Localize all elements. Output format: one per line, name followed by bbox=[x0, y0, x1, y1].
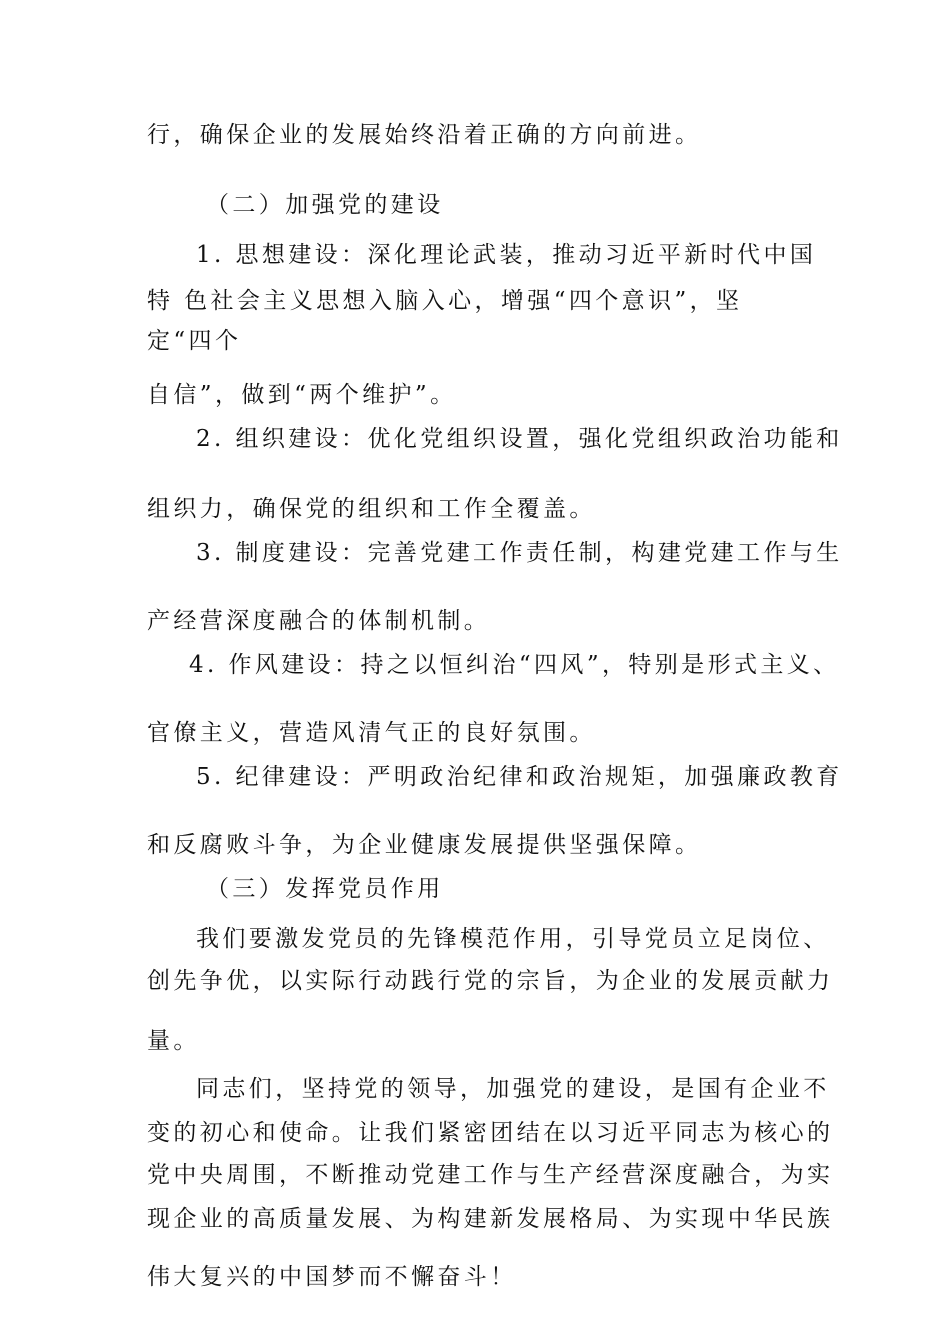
section-heading-2: （二）加强党的建设 bbox=[206, 192, 444, 218]
paragraph-members-line-1: 我们要激发党员的先锋模范作用，引导党员立足岗位、 bbox=[196, 926, 830, 952]
list-item-4-line-1: 4. 作风建设：持之以恒纠治“四风”，特别是形式主义、 bbox=[189, 652, 840, 678]
list-item-4-line-2: 官僚主义，营造风清气正的良好氛围。 bbox=[147, 720, 596, 746]
list-item-2-line-2: 组织力，确保党的组织和工作全覆盖。 bbox=[147, 496, 596, 522]
section-heading-3: （三）发挥党员作用 bbox=[206, 876, 444, 902]
list-item-5-line-1: 5. 纪律建设：严明政治纪律和政治规矩，加强廉政教育 bbox=[196, 764, 843, 790]
list-item-3-line-2: 产经营深度融合的体制机制。 bbox=[147, 608, 491, 634]
paragraph-members-line-2: 创先争优，以实际行动践行党的宗旨，为企业的发展贡献力 bbox=[147, 968, 834, 994]
list-item-5-line-2: 和反腐败斗争，为企业健康发展提供坚强保障。 bbox=[147, 832, 702, 858]
list-item-1-line-3: 定“四个 bbox=[147, 328, 242, 354]
closing-paragraph-line-3: 党中央周围，不断推动党建工作与生产经营深度融合，为实 bbox=[147, 1162, 834, 1188]
closing-paragraph-line-5: 伟大复兴的中国梦而不懈奋斗！ bbox=[147, 1264, 517, 1290]
paragraph-members-line-3: 量。 bbox=[147, 1028, 200, 1054]
closing-paragraph-line-1: 同志们，坚持党的领导，加强党的建设，是国有企业不 bbox=[196, 1076, 830, 1102]
paragraph-line-1: 行，确保企业的发展始终沿着正确的方向前进。 bbox=[147, 122, 702, 148]
list-item-2-line-1: 2. 组织建设：优化党组织设置，强化党组织政治功能和 bbox=[196, 426, 843, 452]
list-item-3-line-1: 3. 制度建设：完善党建工作责任制，构建党建工作与生 bbox=[196, 540, 843, 566]
list-item-1-line-2: 特 色社会主义思想入脑入心，增强“四个意识”，坚 bbox=[147, 288, 743, 314]
closing-paragraph-line-2: 变的初心和使命。让我们紧密团结在以习近平同志为核心的 bbox=[147, 1120, 834, 1146]
list-item-1-line-4: 自信”，做到“两个维护”。 bbox=[147, 382, 457, 408]
closing-paragraph-line-4: 现企业的高质量发展、为构建新发展格局、为实现中华民族 bbox=[147, 1206, 834, 1232]
list-item-1-line-1: 1. 思想建设：深化理论武装，推动习近平新时代中国 bbox=[196, 242, 817, 268]
